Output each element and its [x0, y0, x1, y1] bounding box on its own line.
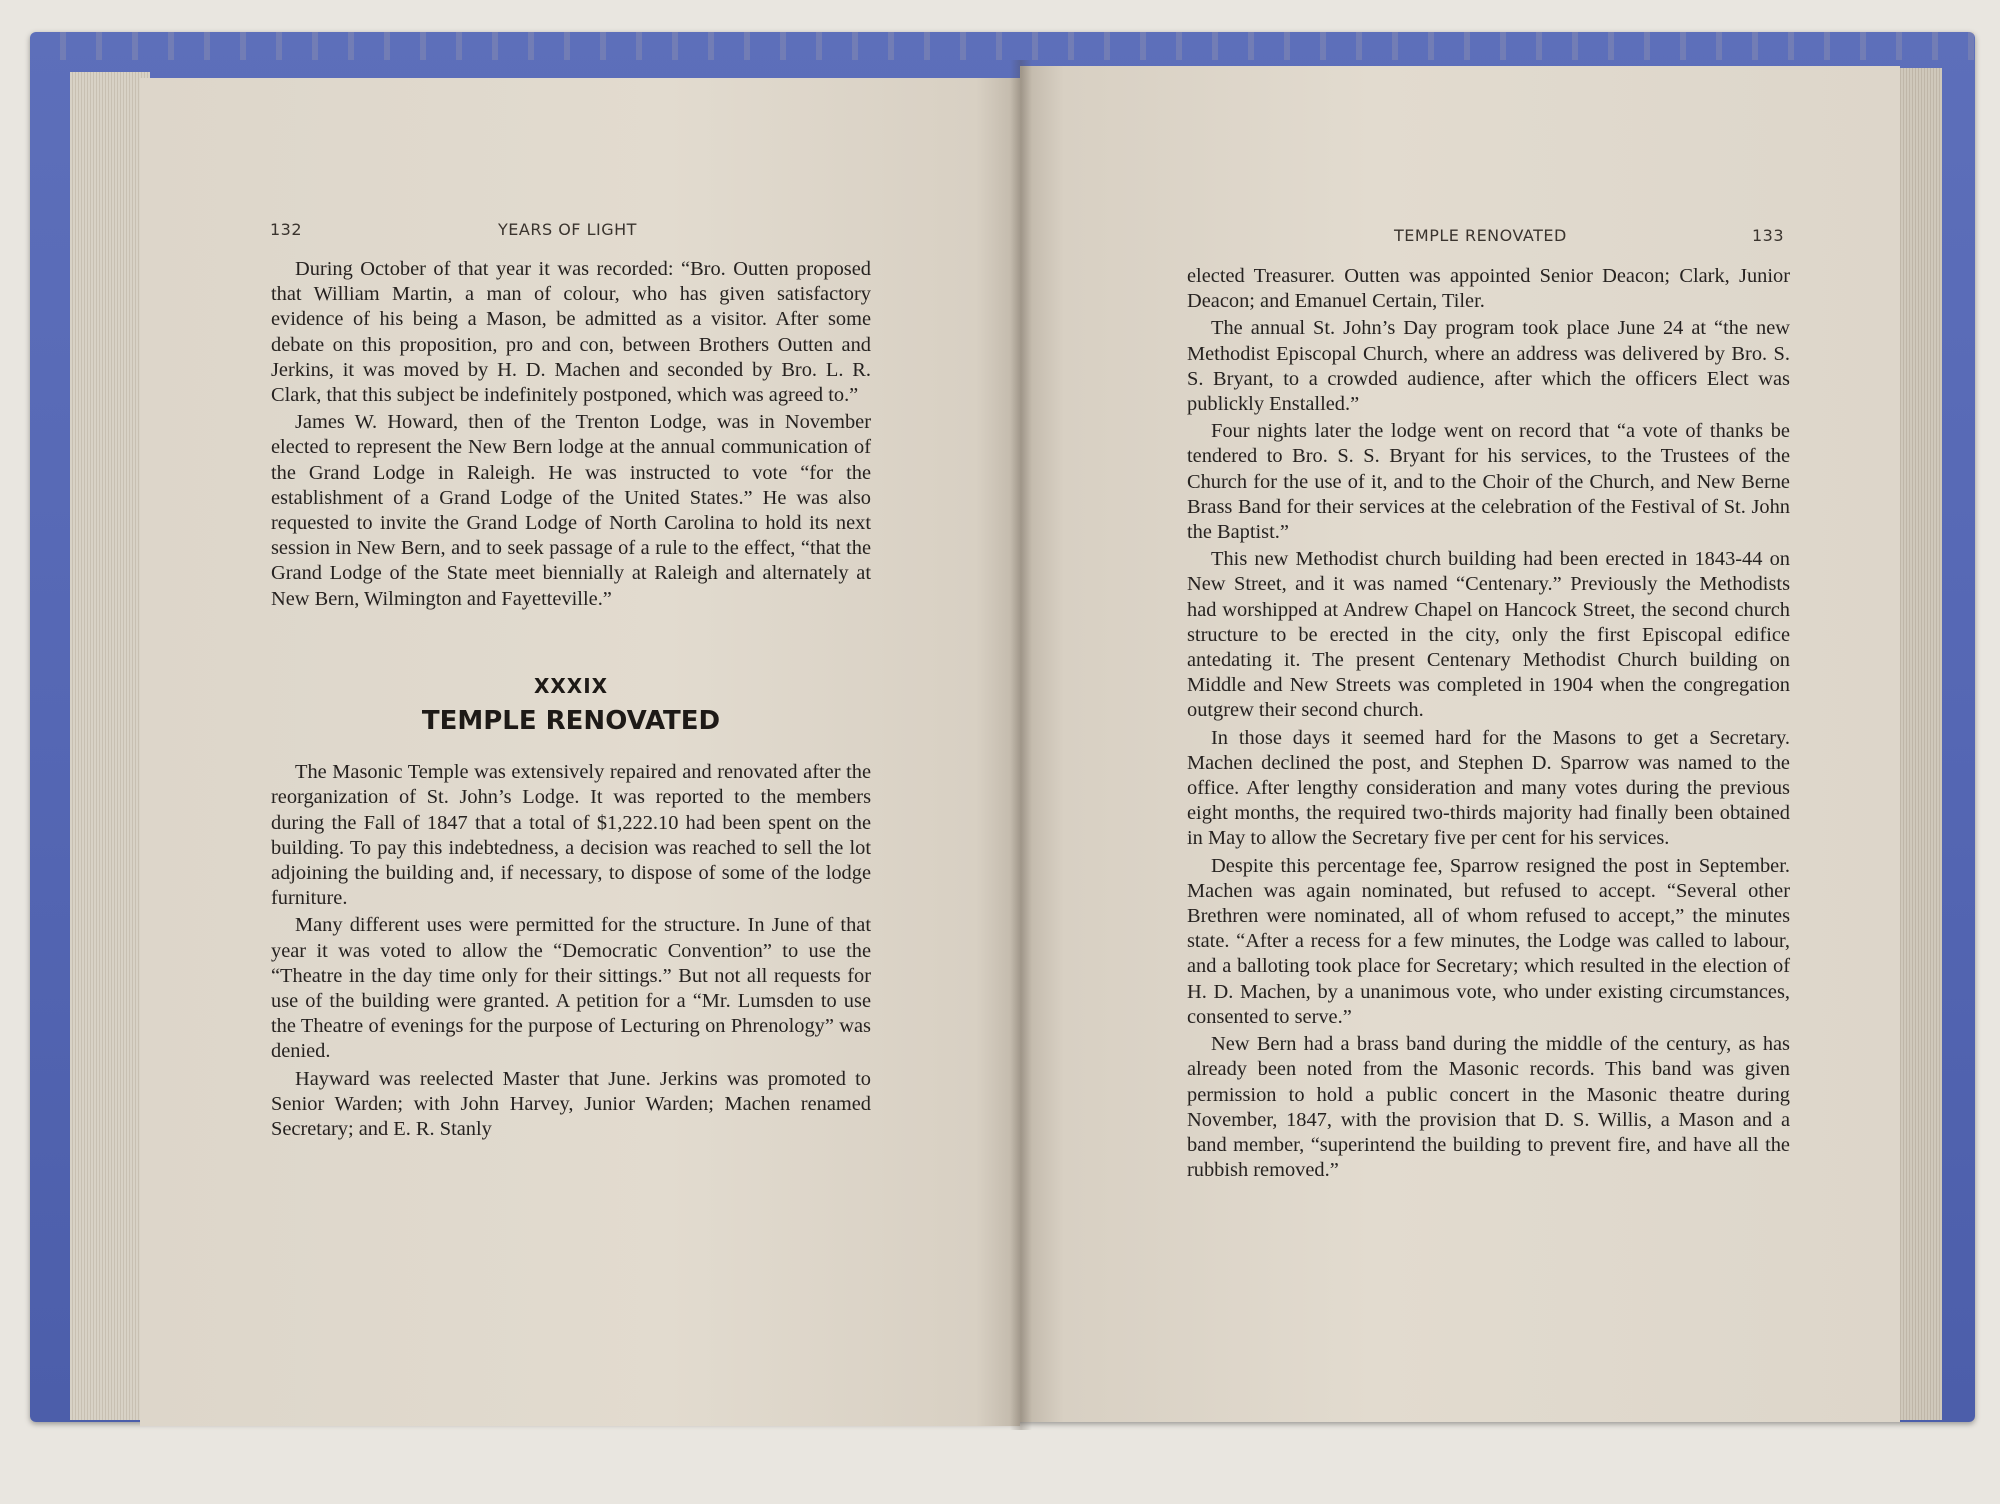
left-paragraph-1: During October of that year it was recorded: “Bro. Outten proposed that William Martin, a man of colour, who has given satisfactory evidence of his being a Mason, be admitted as a visitor. After some debate on this proposition, pro and con, between Brothers Outten and Jerkins, it was moved by H. D. Machen and seconded by Bro. L. R. Clark, that this subject be indefinitely postponed, which was agreed to.”	[271, 258, 871, 407]
chapter-number: XXXIX	[533, 673, 609, 698]
right-page-body	[1187, 264, 1790, 1185]
left-paragraph-4: Many different uses were permitted for the structure. In June of that year it was voted to allow the “Democratic Convention” to use the “Theatre in the day time only for their sittings.” But not all requests for use of the building were granted. A petition for a “Mr. Lumsden to use the Theatre of evenings for the purpose of Lecturing on Phrenology” was denied.	[271, 914, 871, 1063]
right-running-head: TEMPLE RENOVATED	[1394, 226, 1567, 245]
right-paragraph-7: New Bern had a brass band during the middle of the century, as has already been noted from the Masonic records. This band was given permission to hold a public concert in the Masonic theatre during November, 1847, with the provision that D. S. Willis, a Mason and a band member, “superintend the building to prevent fire, and have all the rubbish removed.”	[1187, 1033, 1790, 1182]
right-paragraph-6: Despite this percentage fee, Sparrow resigned the post in September. Machen was again nominated, but refused to accept. “Several other Brethren were nominated, all of whom refused to accept,” the minutes state. “After a recess for a few minutes, the Lodge was called to labour, and a balloting took place for Secretary; which resulted in the election of H. D. Machen, by a unanimous vote, who under existing circumstances, consented to serve.”	[1187, 854, 1790, 1028]
right-paragraph-3: Four nights later the lodge went on record that “a vote of thanks be tendered to Bro. S. S. Bryant for his services, to the Trustees of the Church for the use of it, and to the Choir of the Church, and New Berne Brass Band for their services at the celebration of the Festival of St. John the Baptist.”	[1187, 420, 1790, 544]
left-paragraph-5: Hayward was reelected Master that June. Jerkins was promoted to Senior Warden; with John Harvey, Junior Warden; Machen renamed Secretary; and E. R. Stanly	[271, 1067, 871, 1141]
right-paragraph-4: This new Methodist church building had been erected in 1843-44 on New Street, and it was named “Centenary.” Previously the Methodists had worshipped at Andrew Chapel on Hancock Street, the second church structure to be erected in the city, only the first Episcopal edifice antedating it. The present Centenary Methodist Church building on Middle and New Streets was completed in 1904 when the congregation outgrew their second church.	[1187, 548, 1790, 722]
chapter-title: TEMPLE RENOVATED	[421, 706, 721, 737]
left-page-number: 132	[270, 220, 303, 239]
left-page-body	[271, 257, 871, 1144]
right-paragraph-5: In those days it seemed hard for the Masons to get a Secretary. Machen declined the post, and Stephen D. Sparrow was named to the office. After lengthy consideration and many votes during the previous eight months, the required two-thirds majority had finally been obtained in May to allow the Secretary five per cent for his services.	[1187, 726, 1790, 850]
right-paragraph-2: The annual St. John’s Day program took place June 24 at “the new Methodist Episcopal Church, where an address was delivered by Bro. S. S. Bryant, to a crowded audience, after which the officers Elect was publickly Enstalled.”	[1187, 317, 1790, 416]
page-edges-left	[70, 72, 150, 1420]
left-paragraph-2: James W. Howard, then of the Trenton Lodge, was in November elected to represent the New Bern lodge at the annual communication of the Grand Lodge in Raleigh. He was instructed to vote “for the establishment of a Grand Lodge of the United States.” He was also requested to invite the Grand Lodge of North Carolina to hold its next session in New Bern, and to seek passage of a rule to the effect, “that the Grand Lodge of the State meet biennially at Raleigh and alternately at New Bern, Wilmington and Fayetteville.”	[271, 411, 871, 610]
right-paragraph-1: elected Treasurer. Outten was appointed Senior Deacon; Clark, Junior Deacon; and Emanuel Certain, Tiler.	[1187, 265, 1790, 313]
right-page-number: 133	[1752, 226, 1785, 245]
book-gutter	[1010, 60, 1032, 1430]
left-paragraph-3: The Masonic Temple was extensively repaired and renovated after the reorganization of St. John’s Lodge. It was reported to the members during the Fall of 1847 that a total of $1,222.10 had been spent on the building. To pay this indebtedness, a decision was reached to sell the lot adjoining the building and, if necessary, to dispose of some of the lodge furniture.	[271, 761, 871, 910]
left-running-head: YEARS OF LIGHT	[498, 220, 637, 239]
